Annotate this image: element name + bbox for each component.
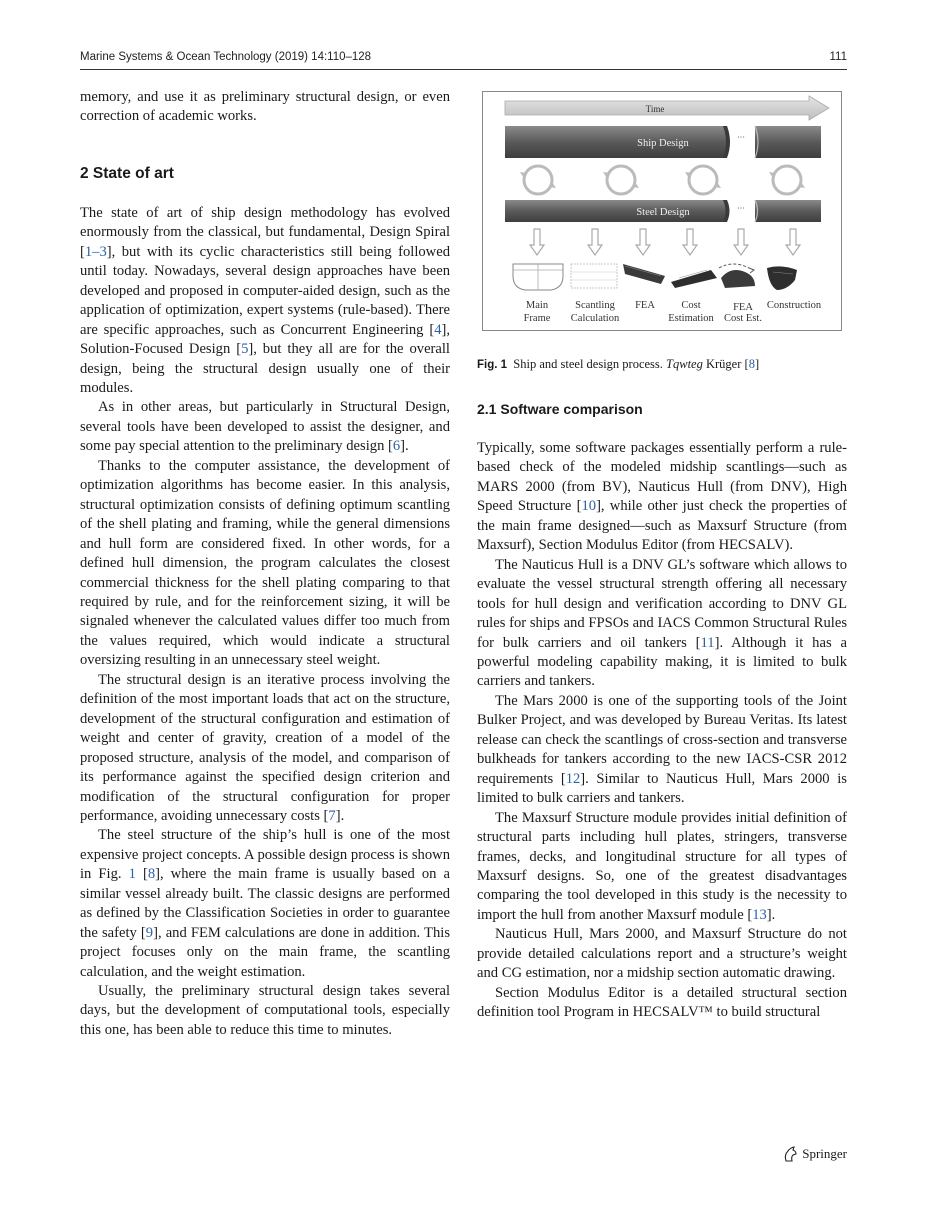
caption-italic: Tqwteg xyxy=(666,357,703,371)
stage-labels xyxy=(524,300,822,324)
ellipsis: ··· xyxy=(737,204,745,213)
text: Typically, some software packages essentially perform a rule-based check of the modeled midship scantlings—such as MARS 2000 (from BV), Nauticus Hull (from DNV), High Speed Structure [ xyxy=(477,440,847,515)
text: The state of art of ship design methodology has evolved enormously from the classical, but fundamental, Design Spiral [ xyxy=(80,204,450,260)
text: ]. xyxy=(335,807,345,824)
cycle-icon xyxy=(520,166,556,194)
intro-tail-paragraph: memory, and use it as preliminary structural design, or even correction of academic works. xyxy=(80,89,450,125)
text: As in other areas, but particularly in Structural Design, several tools have been developed to assist the designer, and some pay special attention to the preliminary design [ xyxy=(80,399,450,455)
paragraph: Usually, the preliminary structural design takes several days, but the development of computational tools, especially this one, has been able to reduce this time to minutes. xyxy=(80,983,450,1038)
text: ]. xyxy=(766,906,776,923)
citation-link[interactable]: 5 xyxy=(241,341,249,358)
left-column xyxy=(80,88,450,1040)
ship-design-label: Ship Design xyxy=(637,138,689,149)
citation-link[interactable]: 10 xyxy=(581,498,597,515)
text: ], but with its cyclic characteristics still being followed until today. Nowadays, several design approaches have been developed and proposed in computer-aided design, such as the application of optimization, expert systems (rule-based). There are specific approaches, such as Concurrent Engineering [ xyxy=(80,243,450,338)
paragraph xyxy=(80,204,450,399)
paragraph: Nauticus Hull, Mars 2000, and Maxsurf Structure do not provide detailed calculations report and a structure’s weight and CG estimation, nor a midship section automatic drawing. xyxy=(477,926,847,982)
construction-image xyxy=(767,266,797,290)
text: ], Solution-Focused Design [ xyxy=(80,321,450,358)
citation-link[interactable]: 7 xyxy=(328,807,336,824)
fea-ship-image xyxy=(623,264,665,284)
text: The Mars 2000 is one of the supporting tools of the Joint Bulker Project, and was developed by Bureau Veritas. Its latest release can check the scantlings of cross-section and transverse bulkheads for tankers according to the new IACS-CSR 2012 requirements [ xyxy=(477,692,847,787)
text: ]. Similar to Nauticus Hull, Mars 2000 is limited to bulk carriers and tankers. xyxy=(477,770,847,807)
caption-author: Krüger [ xyxy=(702,357,749,371)
springer-horse-icon xyxy=(783,1146,797,1162)
paragraph xyxy=(477,556,847,692)
cycle-icon xyxy=(769,166,805,194)
caption-text: Ship and steel design process. xyxy=(513,357,667,371)
stage-label: Main xyxy=(525,300,549,311)
citation-link[interactable]: 12 xyxy=(565,770,581,787)
stage-label: Cost Est. xyxy=(724,313,762,324)
citation-link[interactable]: 4 xyxy=(434,321,442,338)
text: ], and FEM calculations are done in addition. This project focuses only on the main frame, the scantling calculation, and the weight estimation. xyxy=(80,924,450,980)
paragraph xyxy=(477,692,847,809)
down-arrows xyxy=(530,229,800,255)
citation-link[interactable]: 9 xyxy=(145,924,154,941)
paragraph xyxy=(80,826,450,982)
citation-link[interactable]: 11 xyxy=(700,634,715,651)
stage-label: Estimation xyxy=(668,313,714,324)
text: The Nauticus Hull is a DNV GL’s software which allows to evaluate the vessel structural strength offering all necessary tools for hull design and verification according to DNV GL rules for ships and FPSOs and IACS Common Structural Rules for bulk carriers and oil tankers [ xyxy=(477,556,847,651)
stage-label: Cost xyxy=(681,300,701,311)
figure-caption xyxy=(477,356,847,373)
stage-label: Calculation xyxy=(570,313,620,324)
text: ], but they all are for the overall design, being the structural design usually one of their modules. xyxy=(80,341,450,396)
time-arrow xyxy=(505,96,829,120)
caption-end: ] xyxy=(754,357,760,371)
ellipsis: ··· xyxy=(737,133,745,142)
paragraph xyxy=(80,398,450,456)
journal-citation: Marine Systems & Ocean Technology (2019) 14:110–128 xyxy=(80,51,372,63)
scantling-calculation-image xyxy=(571,264,617,288)
text: The Maxsurf Structure module provides initial definition of structural parts including hull plates, stringers, transverse frames, decks, and longitudinal structure for all types of Maxsurf designs. So, one of the greatest disadvantages comparing the tool developed in this study is the necessity to import the hull from another Maxsurf module [ xyxy=(477,809,847,923)
main-frame-image xyxy=(513,264,563,290)
text: The steel structure of the ship’s hull is one of the most expensive project concepts. A possible design process is shown in Fig. xyxy=(80,827,450,883)
steel-design-label: Steel Design xyxy=(636,207,690,218)
cycle-icon xyxy=(685,166,721,194)
cost-estimation-image xyxy=(671,270,717,288)
citation-link[interactable]: 13 xyxy=(752,906,767,923)
figure-ship-steel-design xyxy=(482,91,842,331)
citation-link[interactable]: 1–3 xyxy=(84,243,107,260)
stage-label: Scantling xyxy=(575,300,615,311)
publisher-footer xyxy=(783,1146,847,1162)
caption-label: Fig. 1 xyxy=(477,359,508,371)
stage-label: FEA xyxy=(733,302,753,313)
cycle-icon xyxy=(603,166,639,194)
ship-design-bar xyxy=(505,126,821,158)
stage-label: Construction xyxy=(766,300,822,311)
publisher-name: Springer xyxy=(802,1146,847,1161)
figure-drawing xyxy=(483,92,841,330)
text: ]. Although it has a powerful modeling capability making, it is limited to bulk carriers and tankers. xyxy=(477,634,847,690)
text: [ xyxy=(135,866,148,883)
steel-design-bar xyxy=(505,200,821,222)
citation-link[interactable]: 8 xyxy=(147,866,156,883)
stage-label: FEA xyxy=(635,300,655,311)
citation-link[interactable]: 8 xyxy=(748,357,755,371)
text: The structural design is an iterative process involving the definition of the most important loads that act on the structure, development of the structural configuration and estimation of weight and center of gravity, creation of a model of the proposed structure, analysis of the model, and comparison of its performance against the specified design criterion and modification of the structural configuration for proper performance, avoiding unnecessary costs [ xyxy=(80,671,450,824)
text: ]. xyxy=(400,438,409,455)
text: ], where the main frame is usually based on a similar vessel already built. The classic designs are performed as defined by the Classification Societies in order to guarantee the safety [ xyxy=(80,866,450,941)
right-column xyxy=(477,399,847,1023)
paragraph: Thanks to the computer assistance, the development of optimization algorithms has become easier. In this analysis, structural optimization consists of defining optimum scantling of the shell plating and framing, while the general dimensions and hull form are considered fixed. In other words, for a defined hull dimension, the program calculates the closest commercial thickness for the shell plating comparing to that required by rule, and for the reinforcement sizing, it will be signaled whenever the calculated values differ too much from the values required, which would indicate a structural oversizing resulting in an unnecessary steel weight. xyxy=(80,457,450,669)
citation-link[interactable]: 6 xyxy=(392,438,401,455)
paragraph xyxy=(80,671,450,827)
page-number: 111 xyxy=(829,51,847,63)
time-label: Time xyxy=(645,104,665,114)
subsection-title: 2.1 Software comparison xyxy=(477,401,643,417)
figure-link[interactable]: 1 xyxy=(128,866,136,883)
paragraph xyxy=(477,809,847,926)
stage-label: Frame xyxy=(523,313,551,324)
text: ], while other just check the properties of the main frame designed—such as Maxsurf Structure (from Maxsurf), Section Modulus Editor (from HECSALV). xyxy=(477,498,847,554)
paragraph xyxy=(477,439,847,556)
fea-cost-image xyxy=(719,264,755,288)
section-title: 2 State of art xyxy=(80,164,174,182)
paragraph: Section Modulus Editor is a detailed structural section definition tool Program in HECSALV™ to build structural xyxy=(477,984,847,1021)
running-header xyxy=(80,49,847,70)
